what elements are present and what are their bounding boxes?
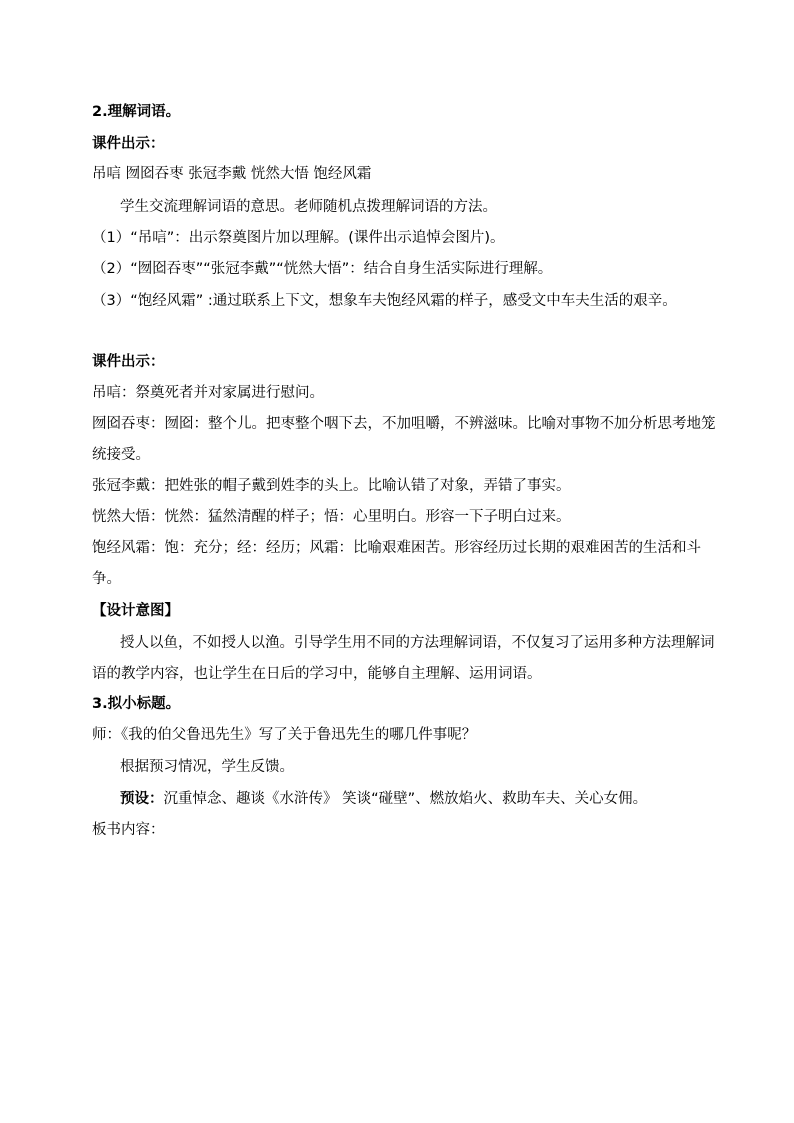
design-intent-label: 【设计意图】 [92, 603, 179, 619]
definition-baojing: 饱经风霜：饱：充分；经：经历；风霜：比喻艰难困苦。形容经历过长期的艰难困苦的生活和斗争。 [92, 540, 701, 587]
definition-diaoyan: 吊唁：祭奠死者并对家属进行慰问。 [92, 385, 324, 401]
section-heading-2: 2.理解词语。 [92, 104, 181, 120]
preset-label: 预设： [120, 791, 164, 807]
definition-zhangguan: 张冠李戴：把姓张的帽子戴到姓李的头上。比喻认错了对象，弄错了事实。 [92, 478, 571, 494]
teacher-question: 师：《我的伯父鲁迅先生》写了关于鲁迅先生的哪几件事呢？ [92, 727, 477, 743]
design-intent-text: 授人以鱼，不如授人以渔。引导学生用不同的方法理解词语，不仅复习了运用多种方法理解词语的教学内容，也让学生在日后的学习中，能够自主理解、运用词语。 [92, 635, 715, 682]
board-content-label: 板书内容： [92, 822, 165, 838]
method-item-3: （3）“饱经风霜” :通过联系上下文，想象车夫饱经风霜的样子，感受文中车夫生活的艰辛。 [92, 293, 677, 309]
vocabulary-list: 吊唁 囫囵吞枣 张冠李戴 恍然大悟 饱经风霜 [92, 166, 372, 182]
section-heading-3: 3.拟小标题。 [92, 696, 181, 712]
definition-huangran: 恍然大悟：恍然：猛然清醒的样子；悟：心里明白。形容一下子明白过来。 [92, 509, 571, 525]
preset-answer [120, 789, 740, 809]
courseware-label: 课件出示： [92, 136, 165, 152]
intro-paragraph: 学生交流理解词语的意思。老师随机点拨理解词语的方法。 [120, 199, 497, 215]
student-feedback: 根据预习情况，学生反馈。 [120, 759, 294, 775]
preset-text: 沉重悼念、趣谈《水浒传》 笑谈“碰壁”、燃放焰火、救助车夫、关心女佣。 [163, 791, 648, 807]
method-item-1: （1）“吊唁”：出示祭奠图片加以理解。(课件出示追悼会图片)。 [92, 230, 505, 246]
method-item-2: （2）“囫囵吞枣”“张冠李戴”“恍然大悟”：结合自身生活实际进行理解。 [92, 261, 553, 277]
courseware-label: 课件出示： [92, 354, 165, 370]
definition-hulun: 囫囵吞枣：囫囵：整个儿。把枣整个咽下去，不加咀嚼，不辨滋味。比喻对事物不加分析思考地笼统接受。 [92, 416, 716, 463]
